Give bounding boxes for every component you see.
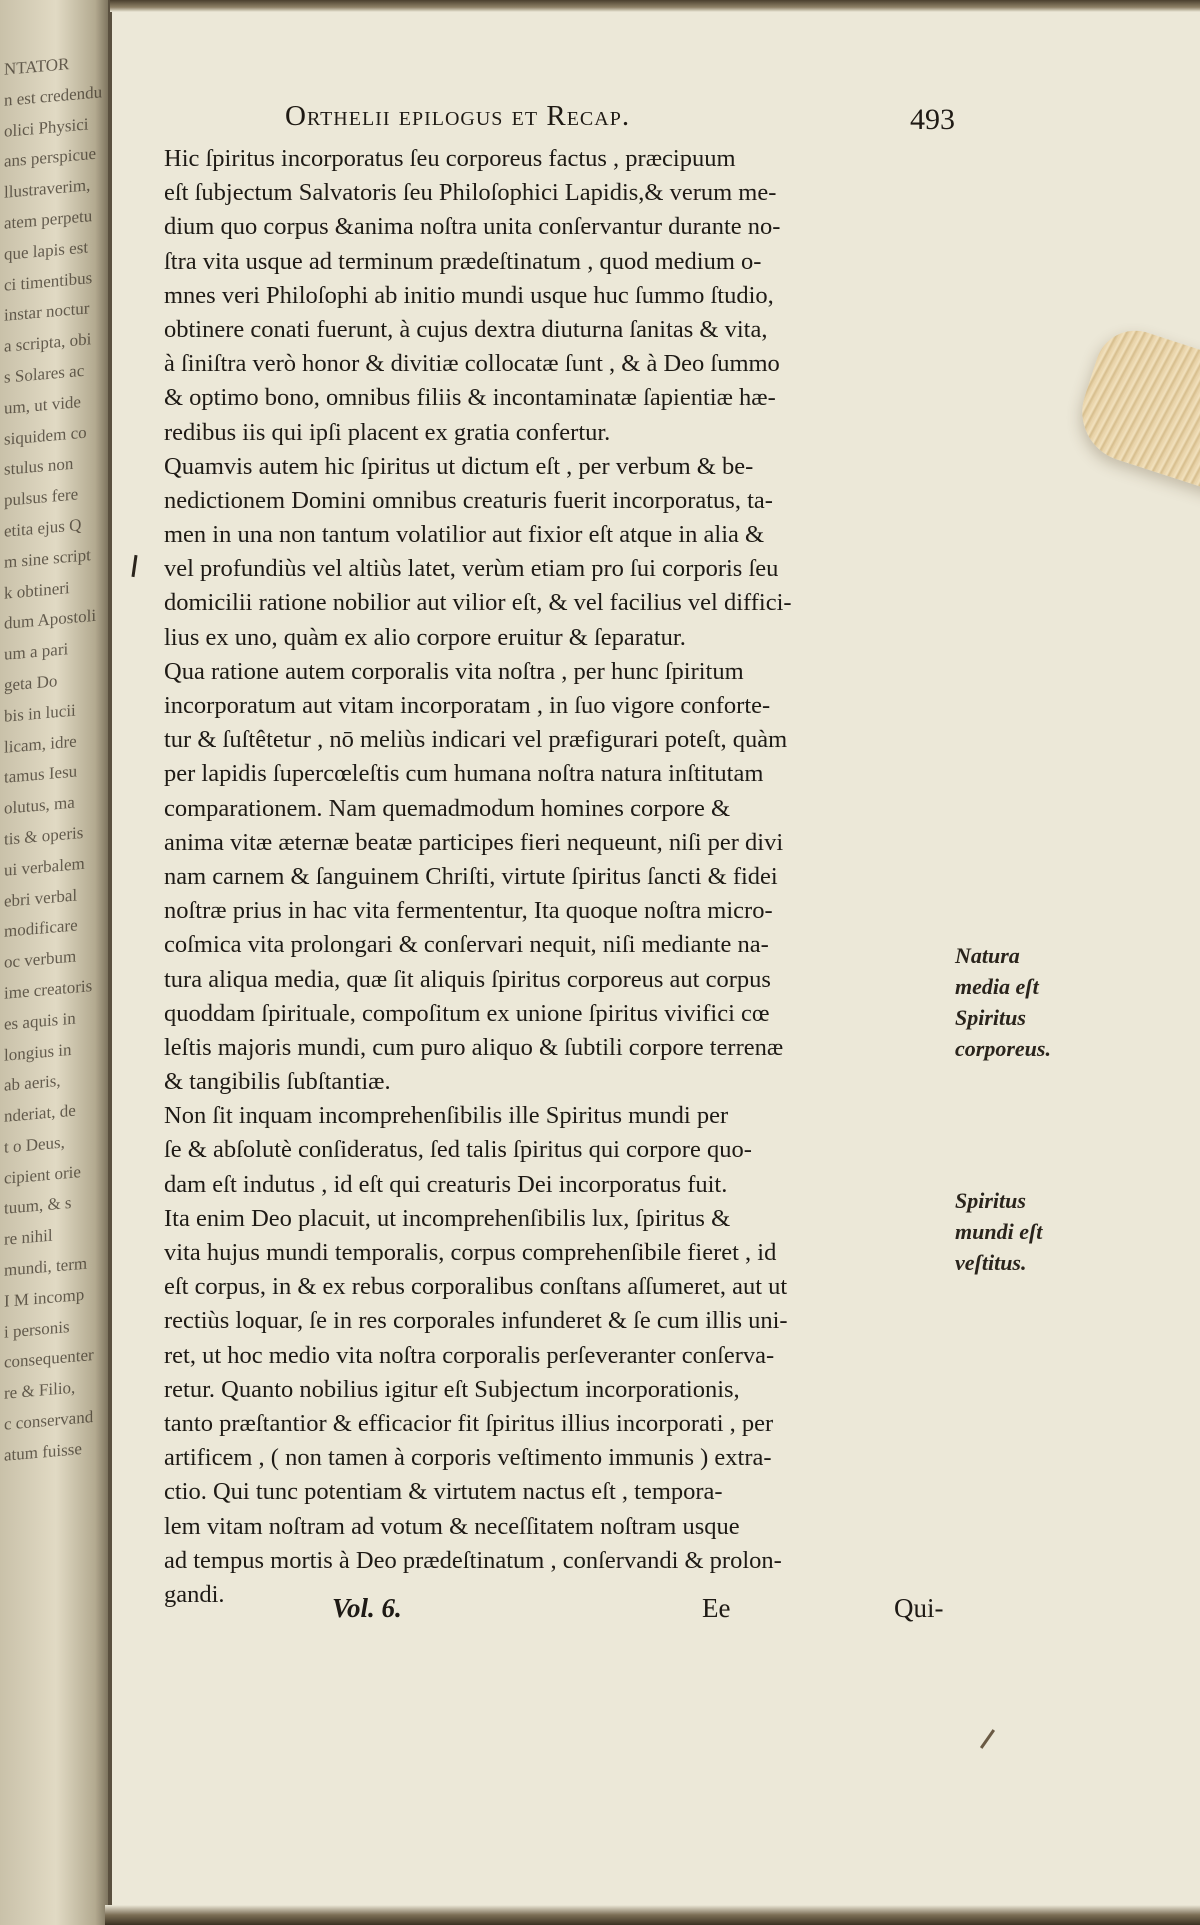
text-line: coſmica vita prolongari & conſervari nequit, niſi mediante na- xyxy=(164,931,769,959)
page-top-edge xyxy=(110,0,1200,12)
facing-page-line: i personis xyxy=(4,1316,70,1342)
text-line: eſt ſubjectum Salvatoris ſeu Philoſophici Lapidis,& verum me- xyxy=(164,179,777,207)
facing-page-line: atem perpetu xyxy=(4,206,93,233)
facing-page-line: a scripta, obi xyxy=(4,329,92,356)
text-line: Quamvis autem hic ſpiritus ut dictum eſt , per verbum & be- xyxy=(164,452,754,480)
running-header: Orthelii epilogus et Recap. xyxy=(285,100,631,132)
facing-page-line: modificare xyxy=(4,915,78,942)
text-line: per lapidis ſupercœleſtis cum humana noſtra natura inſtitutam xyxy=(164,760,764,788)
facing-page-line: cipient orie xyxy=(4,1161,81,1188)
facing-page-line: mundi, term xyxy=(4,1253,88,1280)
facing-page-line: olutus, ma xyxy=(4,792,75,818)
facing-page-line: s Solares ac xyxy=(4,360,85,387)
text-line: tur & ſuſtêtetur , nō meliùs indicari vel præfigurari poteſt, quàm xyxy=(164,726,788,754)
facing-page-line: longius in xyxy=(4,1039,72,1065)
signature-mark: Vol. 6. xyxy=(332,1593,402,1623)
facing-page-line: que lapis est xyxy=(4,237,89,264)
page-bottom-edge xyxy=(105,1905,1200,1925)
margin-note-line: Spiritus xyxy=(955,1005,1026,1030)
text-line: eſt corpus, in & ex rebus corporalibus conſtans aſſumeret, aut ut xyxy=(164,1273,788,1301)
facing-page-line: I M incomp xyxy=(4,1284,85,1311)
text-line: lem vitam noſtram ad votum & neceſſitatem noſtram usque xyxy=(164,1512,740,1540)
text-line: artificem , ( non tamen à corporis veſtimento immunis ) extra- xyxy=(164,1444,772,1472)
facing-page-line: siquidem co xyxy=(4,422,87,449)
facing-page-line: re & Filio, xyxy=(4,1377,76,1404)
margin-note-line: corporeus. xyxy=(955,1036,1051,1061)
facing-page-line: oc verbum xyxy=(4,946,77,972)
text-line: leſtis majoris mundi, cum puro aliquo & ſubtili corpore terrenæ xyxy=(164,1033,784,1061)
main-text-block xyxy=(164,142,952,1612)
text-line: ſe & abſolutè conſideratus, ſed talis ſpiritus qui corpore quo- xyxy=(164,1136,752,1164)
facing-page-line: ime creatoris xyxy=(4,975,93,1003)
text-line: Ita enim Deo placuit, ut incomprehenſibilis lux, ſpiritus & xyxy=(164,1204,731,1232)
facing-page-line: instar noctur xyxy=(4,298,90,326)
margin-note-line: mundi eſt xyxy=(955,1219,1043,1244)
facing-page-line: k obtineri xyxy=(4,577,70,603)
text-line: gandi. xyxy=(164,1580,225,1608)
text-line: vita hujus mundi temporalis, corpus comprehenſibile fieret , id xyxy=(164,1239,777,1266)
facing-page-line: geta Do xyxy=(4,671,58,695)
catchword: Qui- xyxy=(894,1593,944,1623)
text-line: dam eſt indutus , id eſt qui creaturis Dei incorporatus fuit. xyxy=(164,1170,728,1198)
text-line: mnes veri Philoſophi ab initio mundi usque huc ſummo ſtudio, xyxy=(164,281,774,309)
facing-page-line: pulsus fere xyxy=(4,484,79,510)
text-line: & optimo bono, omnibus filiis & incontaminatæ ſapientiæ hæ- xyxy=(164,384,776,412)
facing-page-line: tuum, & s xyxy=(4,1193,72,1219)
facing-page-line: consequenter xyxy=(4,1345,94,1373)
facing-page-line: nderiat, de xyxy=(4,1100,76,1126)
facing-page-line: bis in lucii xyxy=(4,700,76,726)
facing-page-line: ci timentibus xyxy=(4,267,93,295)
text-line: nam carnem & ſanguinem Chriſti, virtute ſpiritus ſancti & fidei xyxy=(164,862,778,890)
text-line: quoddam ſpirituale, compoſitum ex unione ſpiritus vivifici cœ xyxy=(164,999,770,1027)
facing-page-line: t o Deus, xyxy=(4,1132,65,1157)
text-line: retur. Quanto nobilius igitur eſt Subjectum incorporationis, xyxy=(164,1375,740,1403)
facing-page-line: olici Physici xyxy=(4,114,89,141)
facing-page-line: NTATOR xyxy=(4,54,70,79)
facing-page-line: ui verbalem xyxy=(4,853,85,880)
facing-page-line: ebri verbal xyxy=(4,884,78,911)
facing-page-line: stulus non xyxy=(4,454,74,480)
text-line: lius ex uno, quàm ex alio corpore eruitur & ſeparatur. xyxy=(164,623,686,651)
text-line: ctio. Qui tunc potentiam & virtutem nactus eſt , tempora- xyxy=(164,1478,723,1506)
text-line: redibus iis qui ipſi placent ex gratia confertur. xyxy=(164,418,611,446)
facing-page-line: etita ejus Q xyxy=(4,514,82,541)
text-line: ad tempus mortis à Deo prædeſtinatum , conſervandi & prolon- xyxy=(164,1546,782,1574)
facing-page-line: ans perspicue xyxy=(4,144,97,172)
text-line: nedictionem Domini omnibus creaturis fuerit incorporatus, ta- xyxy=(164,486,773,514)
margin-note-spiritus xyxy=(955,1185,1042,1278)
page-number: 493 xyxy=(910,103,955,136)
text-line: vel profundiùs vel altiùs latet, verùm etiam pro ſui corporis ſeu xyxy=(164,555,779,583)
text-line: Qua ratione autem corporalis vita noſtra , per hunc ſpiritum xyxy=(164,657,744,685)
text-line: Hic ſpiritus incorporatus ſeu corporeus factus , præcipuum xyxy=(164,145,736,172)
text-line: ret, ut hoc medio vita noſtra corporalis perſeveranter conſerva- xyxy=(164,1341,775,1369)
facing-page-line: um a pari xyxy=(4,639,69,664)
margin-note-line: Spiritus xyxy=(955,1188,1026,1213)
text-line: noſtræ prius in hac vita fermententur, Ita quoque noſtra micro- xyxy=(164,897,773,925)
text-line: incorporatum aut vitam incorporatam , in ſuo vigore conforte- xyxy=(164,692,771,719)
margin-note-natura xyxy=(955,940,1051,1064)
facing-page-line: tamus Iesu xyxy=(4,761,78,788)
margin-note-line: media eſt xyxy=(955,974,1039,999)
text-line: tanto præſtantior & efficacior fit ſpiritus illius incorporati , per xyxy=(164,1409,774,1437)
facing-page-line: ab aeris, xyxy=(4,1071,61,1096)
facing-page-text xyxy=(4,45,112,1471)
facing-page-line: llustraverim, xyxy=(4,175,91,202)
facing-page-line: m sine script xyxy=(4,544,91,572)
margin-note-line: veſtitus. xyxy=(955,1250,1027,1275)
facing-page-line: um, ut vide xyxy=(4,391,81,418)
margin-note-line: Natura xyxy=(955,943,1020,968)
text-line: anima vitæ æternæ beatæ participes fieri nequeunt, niſi per divi xyxy=(164,828,784,856)
facing-page-line: dum Apostoli xyxy=(4,606,97,634)
text-line: Non ſit inquam incomprehenſibilis ille Spiritus mundi per xyxy=(164,1102,729,1130)
text-line: comparationem. Nam quemadmodum homines corpore & xyxy=(164,794,731,822)
text-line: dium quo corpus &anima noſtra unita conſervantur durante no- xyxy=(164,213,781,241)
facing-page-line: atum fuisse xyxy=(4,1438,82,1465)
facing-page-line: tis & operis xyxy=(4,822,84,849)
text-line: domicilii ratione nobilior aut vilior eſt, & vel facilius vel diffici- xyxy=(164,589,792,617)
facing-page-line: licam, idre xyxy=(4,730,77,757)
text-line: men in una non tantum volatilior aut fixior eſt atque in alia & xyxy=(164,521,765,549)
facing-page-line: re nihil xyxy=(4,1225,53,1250)
gathering-mark: Ee xyxy=(702,1593,731,1623)
text-line: tura aliqua media, quæ ſit aliquis ſpiritus corporeus aut corpus xyxy=(164,965,771,993)
text-line: & tangibilis ſubſtantiæ. xyxy=(164,1068,391,1096)
facing-page-line: c conservand xyxy=(4,1407,94,1434)
facing-page-line: es aquis in xyxy=(4,1008,76,1034)
text-line: à ſiniſtra verò honor & divitiæ collocatæ ſunt , & à Deo ſummo xyxy=(164,350,780,378)
gutter xyxy=(108,0,112,1925)
text-line: ſtra vita usque ad terminum prædeſtinatum , quod medium o- xyxy=(164,247,762,275)
text-line: obtinere conati fuerunt, à cujus dextra diuturna ſanitas & vita, xyxy=(164,315,768,343)
facing-page-edge xyxy=(0,0,112,1925)
text-line: rectiùs loquar, ſe in res corporales infunderet & ſe cum illis uni- xyxy=(164,1307,788,1335)
facing-page-line: n est credendu xyxy=(4,82,103,110)
